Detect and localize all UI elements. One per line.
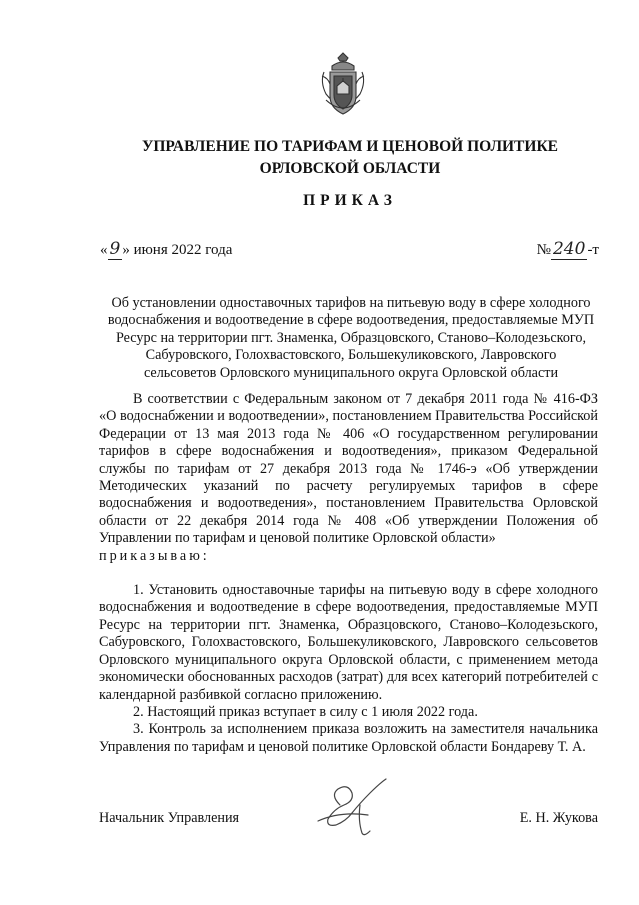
date-close-quote: » xyxy=(122,242,130,258)
number-prefix: № xyxy=(536,242,551,258)
order-word: приказываю: xyxy=(99,547,210,564)
document-body xyxy=(99,391,598,756)
signatory-title: Начальник Управления xyxy=(99,810,240,826)
subject-line: Сабуровского, Голохвастовского, Большекуликовского, Лавровского xyxy=(145,347,557,364)
subject-line: водоснабжения и водоотведение в сфере водоотведения, предоставляемые МУП xyxy=(107,312,595,329)
handwritten-signature-icon xyxy=(300,775,415,840)
date-day-handwritten: 9 xyxy=(109,239,121,259)
number-suffix: -т xyxy=(587,242,599,258)
subject-line: Об установлении одноставочных тарифов на питьевую воду в сфере холодного xyxy=(111,295,591,311)
order-item-1: 1. Установить одноставочные тарифы на питьевую воду в сфере холодного водоснабжения и водоотведение в сфере водоотведения, предоставляемые МУП Ресурс на территории пгт. Знаменка, Образцовского, Становo–Колодезьского, Сабуровского, Голохвастовского, Большекуликовского, Лавровского сельсоветов Орловского муниципального округа Орловской области, с применением метода экономически обоснованных расходов (затрат) для всех категорий потребителей с календарной разбивкой согласно приложению. xyxy=(99,582,598,703)
document-type-title: ПРИКАЗ xyxy=(303,192,397,209)
date-rest: июня 2022 года xyxy=(129,242,233,258)
date-open-quote: « xyxy=(100,242,108,258)
coat-of-arms-icon xyxy=(318,52,368,118)
subject-line: сельсоветов Орловского муниципального округа Орловской области xyxy=(143,364,559,381)
organization-name-line1: УПРАВЛЕНИЕ ПО ТАРИФАМ И ЦЕНОВОЙ ПОЛИТИКЕ xyxy=(141,138,559,155)
document-date xyxy=(100,239,232,259)
document-subject xyxy=(92,295,610,382)
order-item-3: 3. Контроль за исполнением приказа возложить на заместителя начальника Управления по тарифам и ценовой политике Орловской области Бондареву Т. А. xyxy=(99,721,598,755)
number-value-handwritten: 240 xyxy=(552,239,586,259)
subject-line: Ресурс на территории пгт. Знаменка, Образцовского, Становo–Колодезьского, xyxy=(115,329,587,346)
organization-name-line2: ОРЛОВСКОЙ ОБЛАСТИ xyxy=(259,160,441,177)
preamble-paragraph: В соответствии с Федеральным законом от 7 декабря 2011 года № 416-ФЗ «О водоснабжении и водоотведении», постановлением Правительства Российской Федерации от 13 мая 2013 года № 406 «О государственном регулировании тарифов в сфере водоснабжения и водоотведения», приказом Федеральной службы по тарифам от 27 декабря 2013 года № 1746-э «Об утверждении Методических указаний по расчету регулируемых тарифов в сфере водоснабжения и водоотведения», постановлением Правительства Орловской области от 22 декабря 2014 года № 408 «Об утверждении Положения об Управлении по тарифам и ценовой политике Орловской области» xyxy=(99,391,598,547)
order-item-2: 2. Настоящий приказ вступает в силу с 1 июля 2022 года. xyxy=(133,703,478,720)
signatory-name: Е. Н. Жукова xyxy=(519,810,598,826)
document-number xyxy=(537,239,599,259)
